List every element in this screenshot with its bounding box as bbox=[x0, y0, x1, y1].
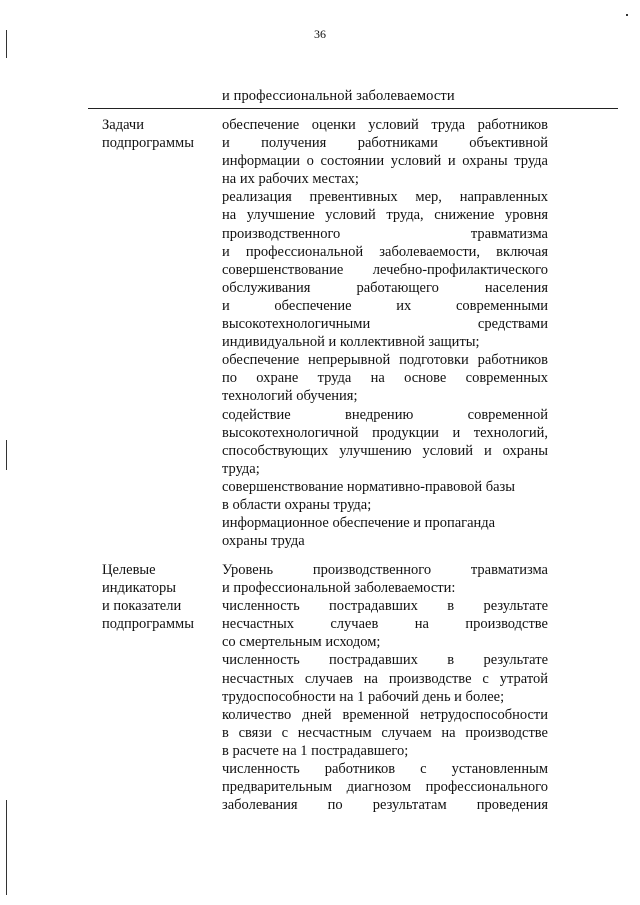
body-line: по охране труда на основе современных bbox=[222, 370, 548, 387]
section-1-label-line: Задачи bbox=[102, 117, 144, 133]
body-line: технологий обучения; bbox=[222, 388, 358, 405]
body-line: содействие внедрению современной bbox=[222, 406, 548, 423]
scan-artifact bbox=[6, 800, 7, 895]
body-line: предварительным диагнозом профессионального bbox=[222, 779, 548, 796]
body-line: со смертельным исходом; bbox=[222, 634, 381, 651]
body-line: индивидуальной и коллективной защиты; bbox=[222, 334, 480, 351]
section-2-label-line: индикаторы bbox=[102, 580, 176, 596]
table-top-rule bbox=[88, 108, 618, 109]
body-line: и профессиональной заболеваемости, включая bbox=[222, 243, 548, 260]
header-continuation: и профессиональной заболеваемости bbox=[222, 88, 455, 104]
body-line: в связи с несчастным случаем на производстве bbox=[222, 724, 548, 741]
body-line: совершенствование нормативно-правовой базы bbox=[222, 478, 516, 495]
body-line: обеспечение оценки условий труда работников bbox=[222, 117, 548, 133]
section-2-label bbox=[102, 561, 194, 633]
body-line: совершенствование лечебно-профилактического bbox=[222, 261, 548, 278]
body-line: информационное обеспечение и пропаганда bbox=[222, 515, 496, 532]
body-line: охраны труда bbox=[222, 533, 305, 550]
body-line: высокотехнологичной продукции и технологий, bbox=[222, 424, 548, 441]
section-2-label-line: и показатели bbox=[102, 598, 182, 614]
body-line: количество дней временной нетрудоспособности bbox=[222, 706, 548, 723]
section-2-label-line: подпрограммы bbox=[102, 616, 194, 632]
body-line: производственного травматизма bbox=[222, 225, 548, 242]
body-line: на улучшение условий труда, снижение уровня bbox=[222, 207, 548, 224]
body-line: способствующих улучшению условий и охраны bbox=[222, 442, 548, 459]
body-line: численность пострадавших в результате bbox=[222, 652, 548, 669]
body-line: в области охраны труда; bbox=[222, 496, 372, 513]
body-line: высокотехнологичными средствами bbox=[222, 316, 548, 333]
body-line: обслуживания работающего населения bbox=[222, 279, 548, 296]
scan-artifact bbox=[6, 30, 7, 58]
body-line: и получения работниками объективной bbox=[222, 135, 548, 152]
body-line: и обеспечение их современными bbox=[222, 297, 548, 314]
section-2-indicators-text bbox=[222, 561, 548, 814]
body-line: Уровень производственного травматизма bbox=[222, 562, 548, 578]
section-1-label-line: подпрограммы bbox=[102, 135, 194, 151]
body-line: численность пострадавших в результате bbox=[222, 598, 548, 615]
body-line: несчастных случаев на производстве bbox=[222, 616, 548, 633]
section-2-label-line: Целевые bbox=[102, 562, 156, 578]
scan-artifact bbox=[6, 440, 7, 470]
body-line: в расчете на 1 пострадавшего; bbox=[222, 742, 409, 759]
section-1-tasks-text bbox=[222, 116, 548, 550]
page-number: 36 bbox=[314, 27, 326, 41]
body-line: трудоспособности на 1 рабочий день и более; bbox=[222, 688, 505, 705]
body-line: и профессиональной заболеваемости: bbox=[222, 580, 456, 597]
section-1-label bbox=[102, 116, 194, 152]
body-line: на их рабочих местах; bbox=[222, 171, 359, 188]
body-line: обеспечение непрерывной подготовки работников bbox=[222, 352, 548, 369]
body-line: численность работников с установленным bbox=[222, 761, 548, 778]
scan-artifact bbox=[626, 14, 628, 16]
body-line: несчастных случаев на производстве с утратой bbox=[222, 670, 548, 687]
body-line: заболевания по результатам проведения bbox=[222, 797, 548, 814]
body-line: реализация превентивных мер, направленных bbox=[222, 189, 548, 206]
body-line: информации о состоянии условий и охраны труда bbox=[222, 153, 548, 170]
body-line: труда; bbox=[222, 460, 260, 477]
